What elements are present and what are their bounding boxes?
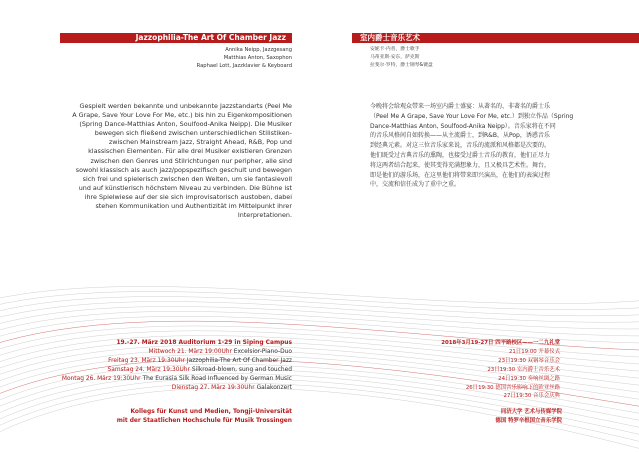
performer-line: 安妮卡·内普，爵士歌手	[370, 47, 420, 52]
schedule-event: Excelsior-Piano-Duo	[233, 348, 292, 355]
schedule-event: Galakonzert	[256, 384, 292, 391]
schedule-row	[30, 384, 292, 393]
description-de	[60, 102, 292, 220]
institution-de	[30, 408, 292, 426]
institution-zh	[352, 408, 562, 426]
schedule-row: 24日19:30 奏响丝绸之路	[498, 375, 560, 382]
text-line: 即是他们的游乐场，在这里他们将带来即兴演出，在他们的表演过程	[370, 171, 551, 179]
schedule-event: Jazzophilia-The Art Of Chamber Jazz	[186, 357, 292, 364]
schedule-row: 23日19:30 室内爵士音乐艺术	[487, 366, 560, 373]
text-line: 的音乐风格间自如转换——从主流爵士，到R&B，从Pop，诱惑音乐	[370, 132, 550, 140]
text-line: zwischen Mainstream Jazz, Straight Ahead, R&B, Pop und	[108, 138, 292, 147]
schedule-header-zh: 2018年3月19-27日 四平路校区——一二九礼堂	[441, 340, 560, 346]
wave-line	[0, 302, 639, 323]
text-line: 中，交流和信任成为了重中之重。	[370, 181, 461, 189]
performer-line: Raphael Lott, Jazzklavier & Keyboard	[196, 63, 292, 69]
schedule-row: 26日19:30 德国音乐影响下的欧亚丝路	[465, 384, 560, 391]
schedule-event: The Eurasia Silk Road Influenced by German Music	[142, 375, 292, 382]
text-line: Dance-Matthias Anton, Soulfood-Anika Neipp）。音乐家将在不同	[370, 122, 556, 130]
schedule-row	[30, 348, 292, 357]
schedule-row: 21日19:00 开幕仪式	[508, 348, 560, 355]
institution-line: mit der Staatlichen Hochschule für Musik Trossingen	[116, 418, 292, 424]
schedule-event: Silkroad-blown, sung and touched	[191, 366, 292, 373]
performer-line: Annika Neipp, Jazzgesang	[225, 47, 292, 53]
description-zh	[370, 102, 625, 190]
text-line: zwischen den Genres und Stilrichtungen nur peripher, alle sind	[90, 156, 292, 165]
schedule-date: Dienstag 27. März 19:30Uhr	[171, 384, 255, 391]
wave-line	[0, 292, 639, 310]
text-line: 将这两者结合起来，使其变得充满想象力，且又极具艺术性。舞台，	[370, 161, 551, 169]
wave-line	[0, 286, 639, 303]
text-line: 今晚将会给观众带来一场室内爵士盛宴：从著名的、非著名的爵士乐	[370, 103, 551, 110]
performers-list-zh	[370, 46, 570, 70]
schedule-row	[30, 357, 292, 366]
wave-line	[0, 297, 639, 316]
schedule-row	[30, 366, 292, 375]
schedule-date: Samstag 24. März 19:30Uhr	[107, 366, 190, 373]
schedule-row: 27日19:30 音乐会庆典	[503, 393, 560, 400]
text-line: klassischen Elementen. Für alle drei Musiker existieren Grenzen	[88, 147, 292, 156]
performer-line: 马蒂亚斯·安东，萨克斯	[370, 55, 420, 60]
text-line: stehen Kommunikation und Authentizität im Mittelpunkt ihrer	[95, 202, 292, 211]
text-line: und auf künstlerisch höchstem Niveau zu verbinden. Die Bühne ist	[78, 183, 292, 192]
left-title-band	[60, 33, 292, 43]
text-line: sowohl klassisch als auch jazz/popspezifisch geschult und bewegen	[75, 165, 292, 174]
schedule-row: 23日19:30 双钢琴音乐会	[498, 357, 560, 364]
text-line: A Grape, Save Your Love For Me, etc.) bis hin zu Eigenkompositionen	[72, 111, 292, 120]
schedule-date: Freitag 23. März 19:30Uhr	[108, 357, 185, 364]
text-line: Gespielt werden bekannte und unbekannte Jazzstandarts (Peel Me	[79, 102, 292, 110]
right-title-band	[352, 33, 639, 43]
text-line: bewegen sich fließend zwischen unterschiedlichen Stilistiken-	[94, 129, 292, 138]
performers-list-de	[60, 46, 292, 70]
text-line: Interpretationen.	[237, 211, 292, 220]
institution-line: 同济大学 艺术与传媒学院	[500, 409, 562, 415]
schedule-date: Mittwoch 21. März 19:00Uhr	[148, 348, 232, 355]
schedule-header-de: 19.-27. März 2018 Auditorium 1-29 in Siping Campus	[116, 340, 292, 346]
right-page-title: 室内爵士音乐艺术	[360, 33, 420, 42]
text-line: （Peel Me A Grape, Save Your Love For Me, etc.）到独立作品（Spring	[370, 112, 574, 120]
performer-line: Matthias Anton, Saxophon	[223, 55, 292, 61]
performer-line: 拉斐尔·罗特，爵士钢琴&键盘	[370, 63, 433, 68]
text-line: sich frei und spielerisch zwischen den Welten, um sie fantasievoll	[82, 174, 292, 183]
wave-line	[0, 306, 639, 329]
left-page-title: Jazzophilia-The Art Of Chamber Jazz	[135, 33, 286, 42]
text-line: ihre Spielwiese auf der sie sich improvisatorisch austoben, dabei	[84, 192, 292, 201]
schedule-de	[30, 339, 292, 392]
schedule-row	[30, 375, 292, 384]
text-line: (Spring Dance-Matthias Anton, Soulfood-Anika Neipp). Die Musiker	[79, 120, 292, 129]
text-line: 他们既受过古典音乐的熏陶，也接受过爵士音乐的教育，他们正尽力	[370, 151, 551, 159]
institution-line: 德国 特罗辛根国立音乐学院	[495, 418, 562, 424]
text-line: 到经典元素。对这三位音乐家来说，音乐的流派和风格都是次要的。	[370, 142, 551, 150]
schedule-zh	[352, 339, 560, 401]
schedule-date: Montag 26. März 19:30Uhr	[61, 375, 141, 382]
institution-line: Kollegs für Kunst und Medien, Tongji-Universität	[130, 409, 292, 415]
